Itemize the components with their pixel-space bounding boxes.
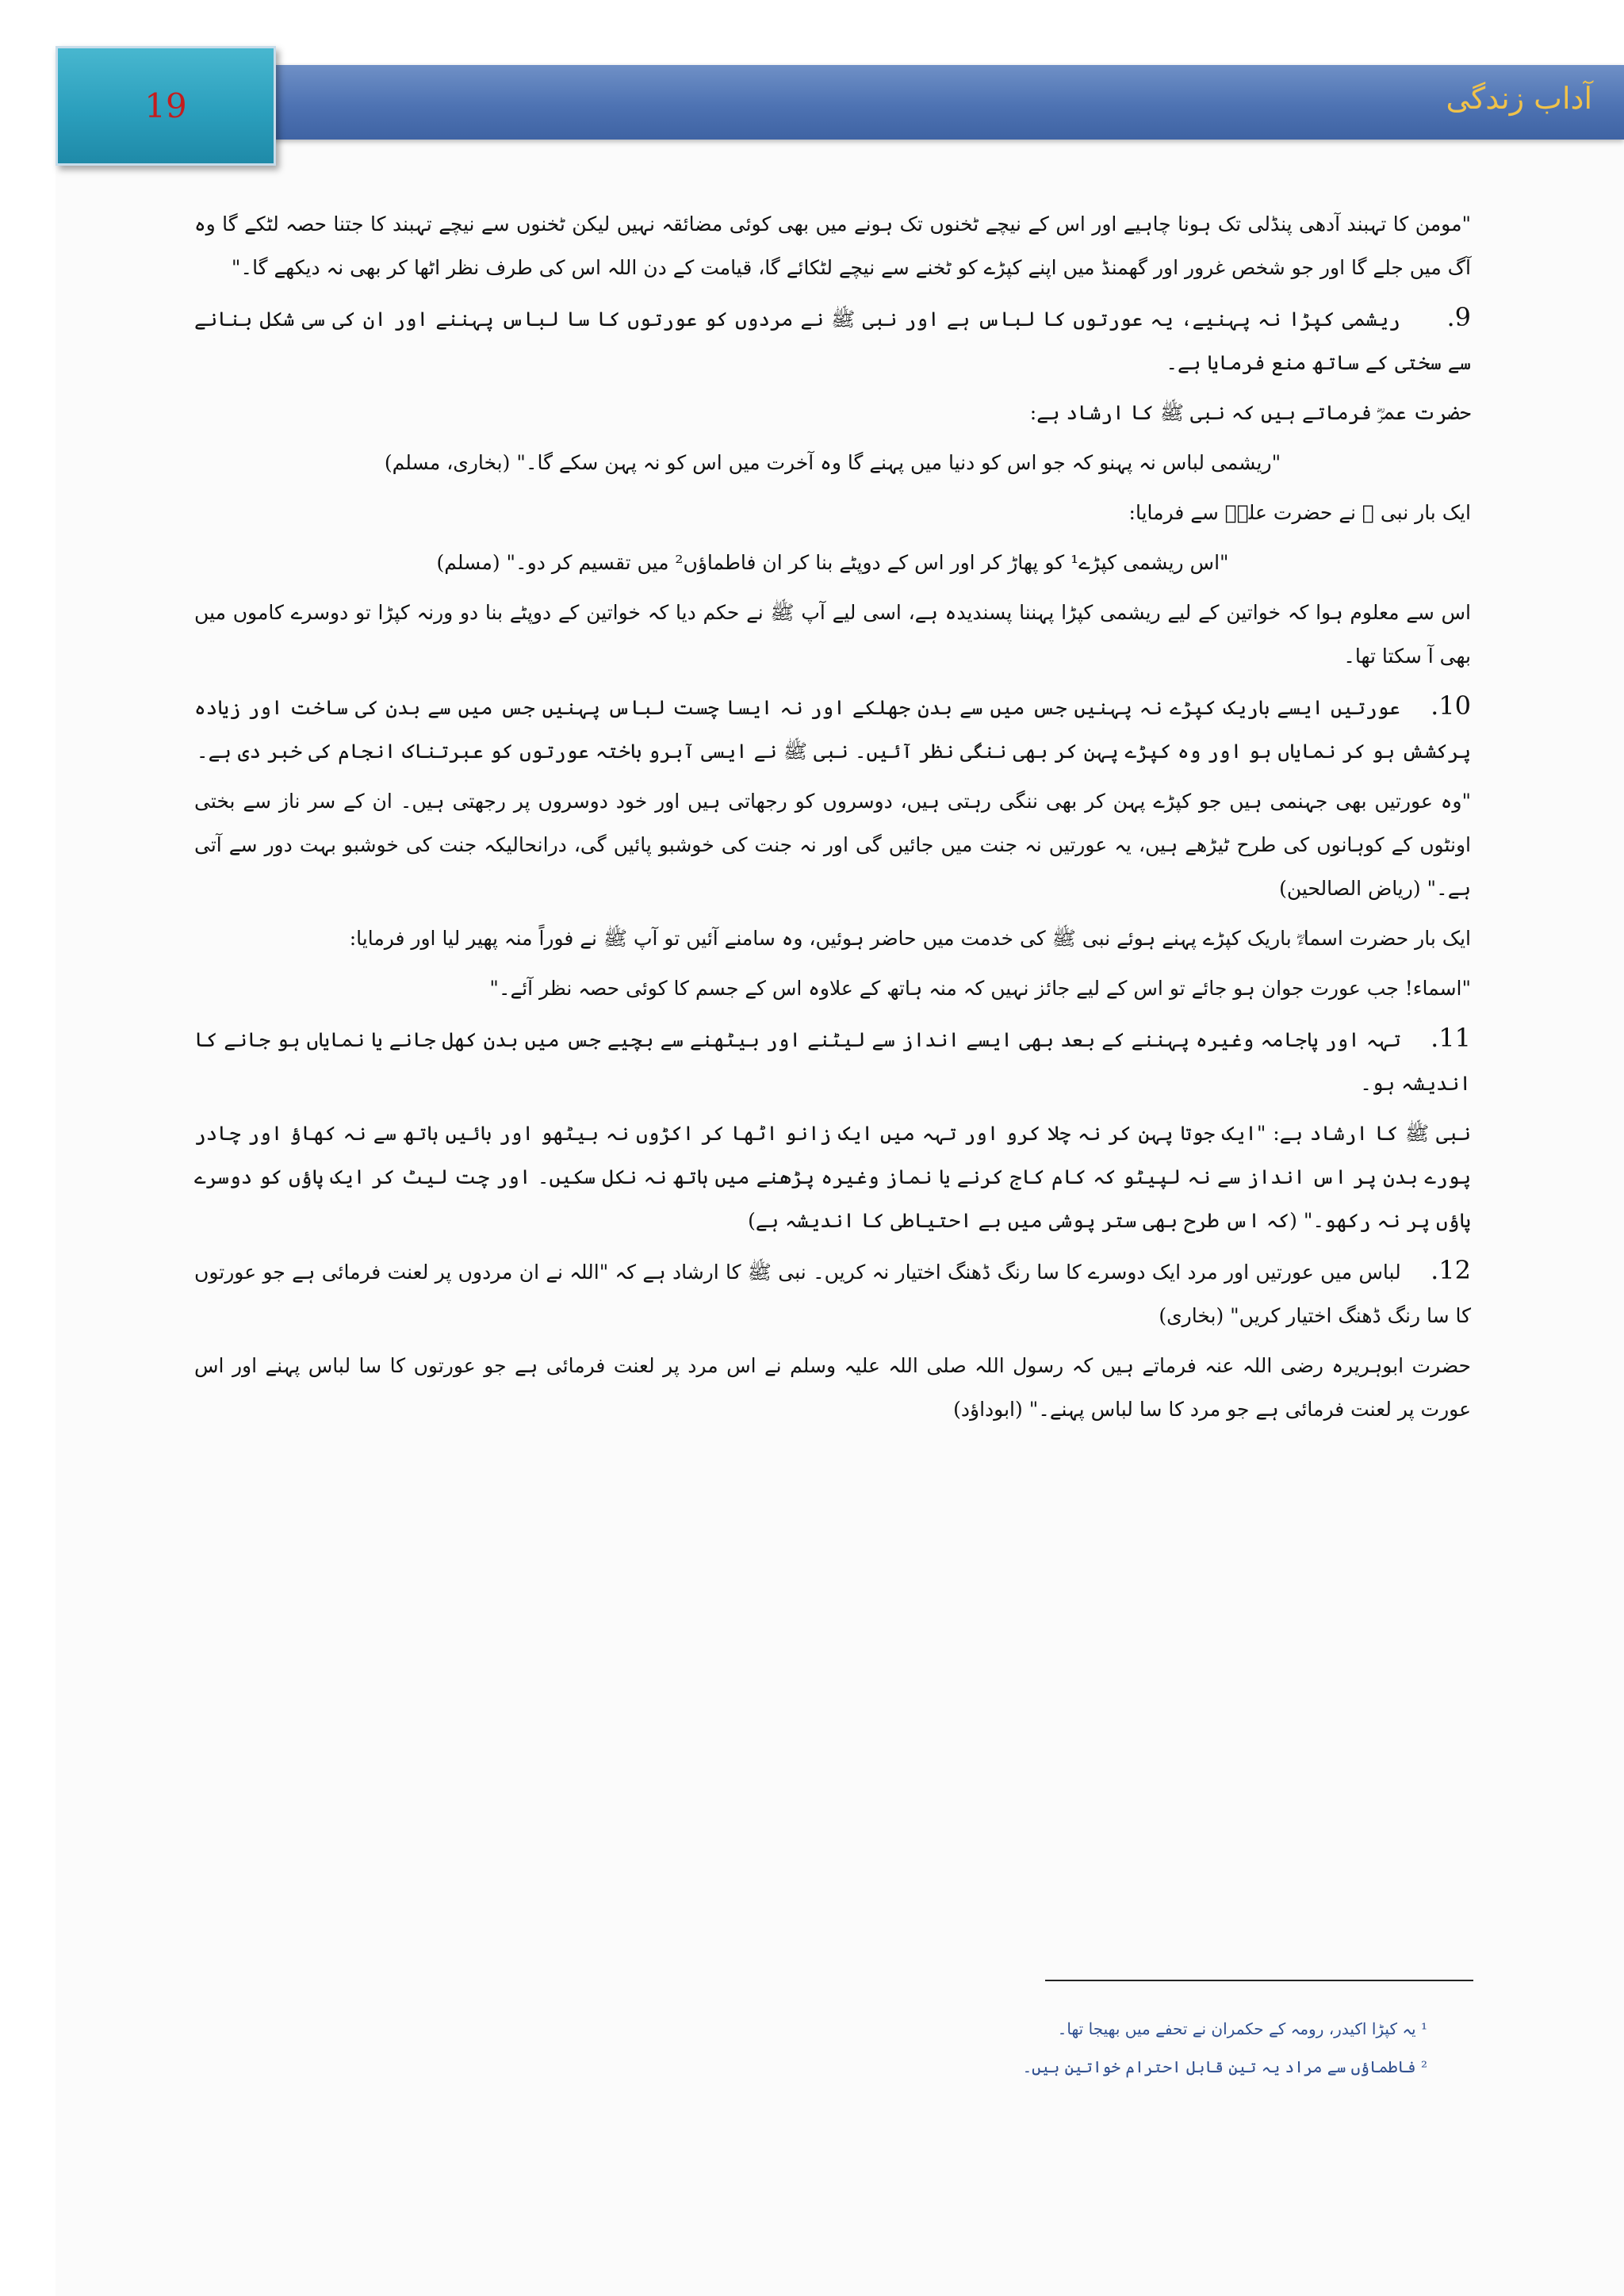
numbered-paragraph-9: [194, 296, 1471, 385]
footnote-1: ¹ یہ کپڑا اکیدر، رومہ کے حکمران نے تحفے میں بھیجا تھا۔: [1057, 2019, 1427, 2038]
item-number: 12.: [1431, 1255, 1471, 1285]
paragraph: ایک بار حضرت اسماءؓ باریک کپڑے پہنے ہوئے نبی ﷺ کی خدمت میں حاضر ہوئیں، وہ سامنے آئیں تو آپ ﷺ نے فوراً منہ پھیر لیا اور فرمایا:: [349, 927, 1471, 950]
quote: "اس ریشمی کپڑے¹ کو پھاڑ کر اور اس کے دوپٹے بنا کر ان فاطماؤں² میں تقسیم کر دو۔" (مسلم): [436, 551, 1229, 574]
header-bar: [230, 65, 1624, 140]
paragraph: حضرت عمرؓ فرماتے ہیں کہ نبی ﷺ کا ارشاد ہے:: [1029, 401, 1471, 424]
item-number: 11.: [1431, 1023, 1471, 1053]
paragraph: حضرت ابوہریرہ رضی اللہ عنہ فرماتے ہیں کہ رسول اللہ صلی اللہ علیہ وسلم نے اس مرد پر لعنت فرمائی ہے جو عورتوں کا سا لباس پہنے اور اس عورت پر لعنت فرمائی ہے جو مرد کا سا لباس پہنے۔" (ابوداؤد): [194, 1354, 1471, 1421]
paragraph-text: ریشمی کپڑا نہ پہنیے، یہ عورتوں کا لباس ہے اور نبی ﷺ نے مردوں کو عورتوں کا سا لباس پہننے اور ان کی سی شکل بنانے سے سختی کے ساتھ منع فرمایا ہے۔: [194, 308, 1471, 374]
item-number: 10.: [1431, 691, 1472, 721]
quote: "اسماء! جب عورت جوان ہو جائے تو اس کے لیے جائز نہیں کہ منہ ہاتھ کے علاوہ اس کے جسم کا کوئی حصہ نظر آئے۔": [489, 977, 1471, 1000]
quote: "وہ عورتیں بھی جہنمی ہیں جو کپڑے پہن کر بھی ننگی رہتی ہیں، دوسروں کو رجھاتی ہیں اور خود دوسروں پر رجھتی ہیں۔ ان کے سر ناز سے بختی اونٹوں کے کوہانوں کی طرح ٹیڑھے ہیں، یہ عورتیں نہ جنت میں جائیں گی اور نہ جنت کی خوشبو پائیں گی، درانحالیکہ جنت کی خوشبو بہت دور سے آتی ہے۔" (ریاض الصالحین): [194, 790, 1471, 900]
paragraph: اس سے معلوم ہوا کہ خواتین کے لیے ریشمی کپڑا پہننا پسندیدہ ہے، اسی لیے آپ ﷺ نے حکم دیا کہ خواتین کے دوپٹے بنا دو ورنہ کپڑا تو دوسرے کاموں میں بھی آ سکتا تھا۔: [194, 601, 1471, 668]
footnote-2: ² فاطماؤں سے مراد یہ تین قابل احترام خواتین ہیں۔: [1022, 2057, 1427, 2076]
numbered-paragraph-10: [194, 684, 1471, 773]
footnote-separator: [1045, 1980, 1473, 1981]
footnotes: [793, 2010, 1427, 2086]
page-number-box: [56, 46, 276, 166]
numbered-paragraph-12: [194, 1249, 1471, 1337]
item-number: 9.: [1446, 302, 1471, 332]
paragraph-text: تہہ اور پاجامہ وغیرہ پہننے کے بعد بھی ایسے انداز سے لیٹنے اور بیٹھنے سے بچیے جس میں بدن کھل جانے یا نمایاں ہو جانے کا اندیشہ ہو۔: [194, 1028, 1471, 1095]
book-title: آداب زندگی: [1446, 81, 1592, 116]
paragraph: نبی ﷺ کا ارشاد ہے: "ایک جوتا پہن کر نہ چلا کرو اور تہہ میں ایک زانو اٹھا کر اکڑوں نہ بیٹھو اور بائیں ہاتھ سے نہ کھاؤ اور چادر پورے بدن پر اس انداز سے نہ لپیٹو کہ کام کاج کرنے یا نماز وغیرہ پڑھنے میں ہاتھ نہ نکل سکیں۔ اور چت لیٹ کر ایک پاؤں کو دوسرے پاؤں پر نہ رکھو۔" (کہ اس طرح بھی ستر پوشی میں بے احتیاطی کا اندیشہ ہے): [194, 1122, 1471, 1232]
paragraph: ایک بار نبی ﷺ نے حضرت علیؓ سے فرمایا:: [1128, 501, 1471, 524]
paragraph-text: لباس میں عورتیں اور مرد ایک دوسرے کا سا رنگ ڈھنگ اختیار نہ کریں۔ نبی ﷺ کا ارشاد ہے کہ "اللہ نے ان مردوں پر لعنت فرمائی ہے جو عورتوں کا سا رنگ ڈھنگ اختیار کریں" (بخاری): [194, 1261, 1471, 1327]
numbered-paragraph-11: [194, 1016, 1471, 1105]
page-number: 19: [144, 86, 187, 125]
paragraph-text: عورتیں ایسے باریک کپڑے نہ پہنیں جس میں سے بدن جھلکے اور نہ ایسا چست لباس پہنیں جس میں سے بدن کی ساخت اور زیادہ پرکشش ہو کر نمایاں ہو اور وہ کپڑے پہن کر بھی ننگی نظر آئیں۔ نبی ﷺ نے ایسی آبرو باختہ عورتوں کو عبرتناک انجام کی خبر دی ہے۔: [194, 696, 1471, 763]
page-body: [194, 202, 1471, 1437]
paragraph: "مومن کا تہبند آدھی پنڈلی تک ہونا چاہیے اور اس کے نیچے ٹخنوں تک ہونے میں بھی کوئی مضائقہ نہیں لیکن ٹخنوں سے نیچے تہبند کا جتنا حصہ لٹکے گا وہ آگ میں جلے گا اور جو شخص غرور اور گھمنڈ میں اپنے کپڑے کو ٹخنے سے نیچے لٹکائے گا، قیامت کے دن اللہ اس کی طرف نظر اٹھا کر بھی نہ دیکھے گا۔": [194, 212, 1471, 279]
quote: "ریشمی لباس نہ پہنو کہ جو اس کو دنیا میں پہنے گا وہ آخرت میں اس کو نہ پہن سکے گا۔" (بخاری، مسلم): [384, 451, 1281, 474]
